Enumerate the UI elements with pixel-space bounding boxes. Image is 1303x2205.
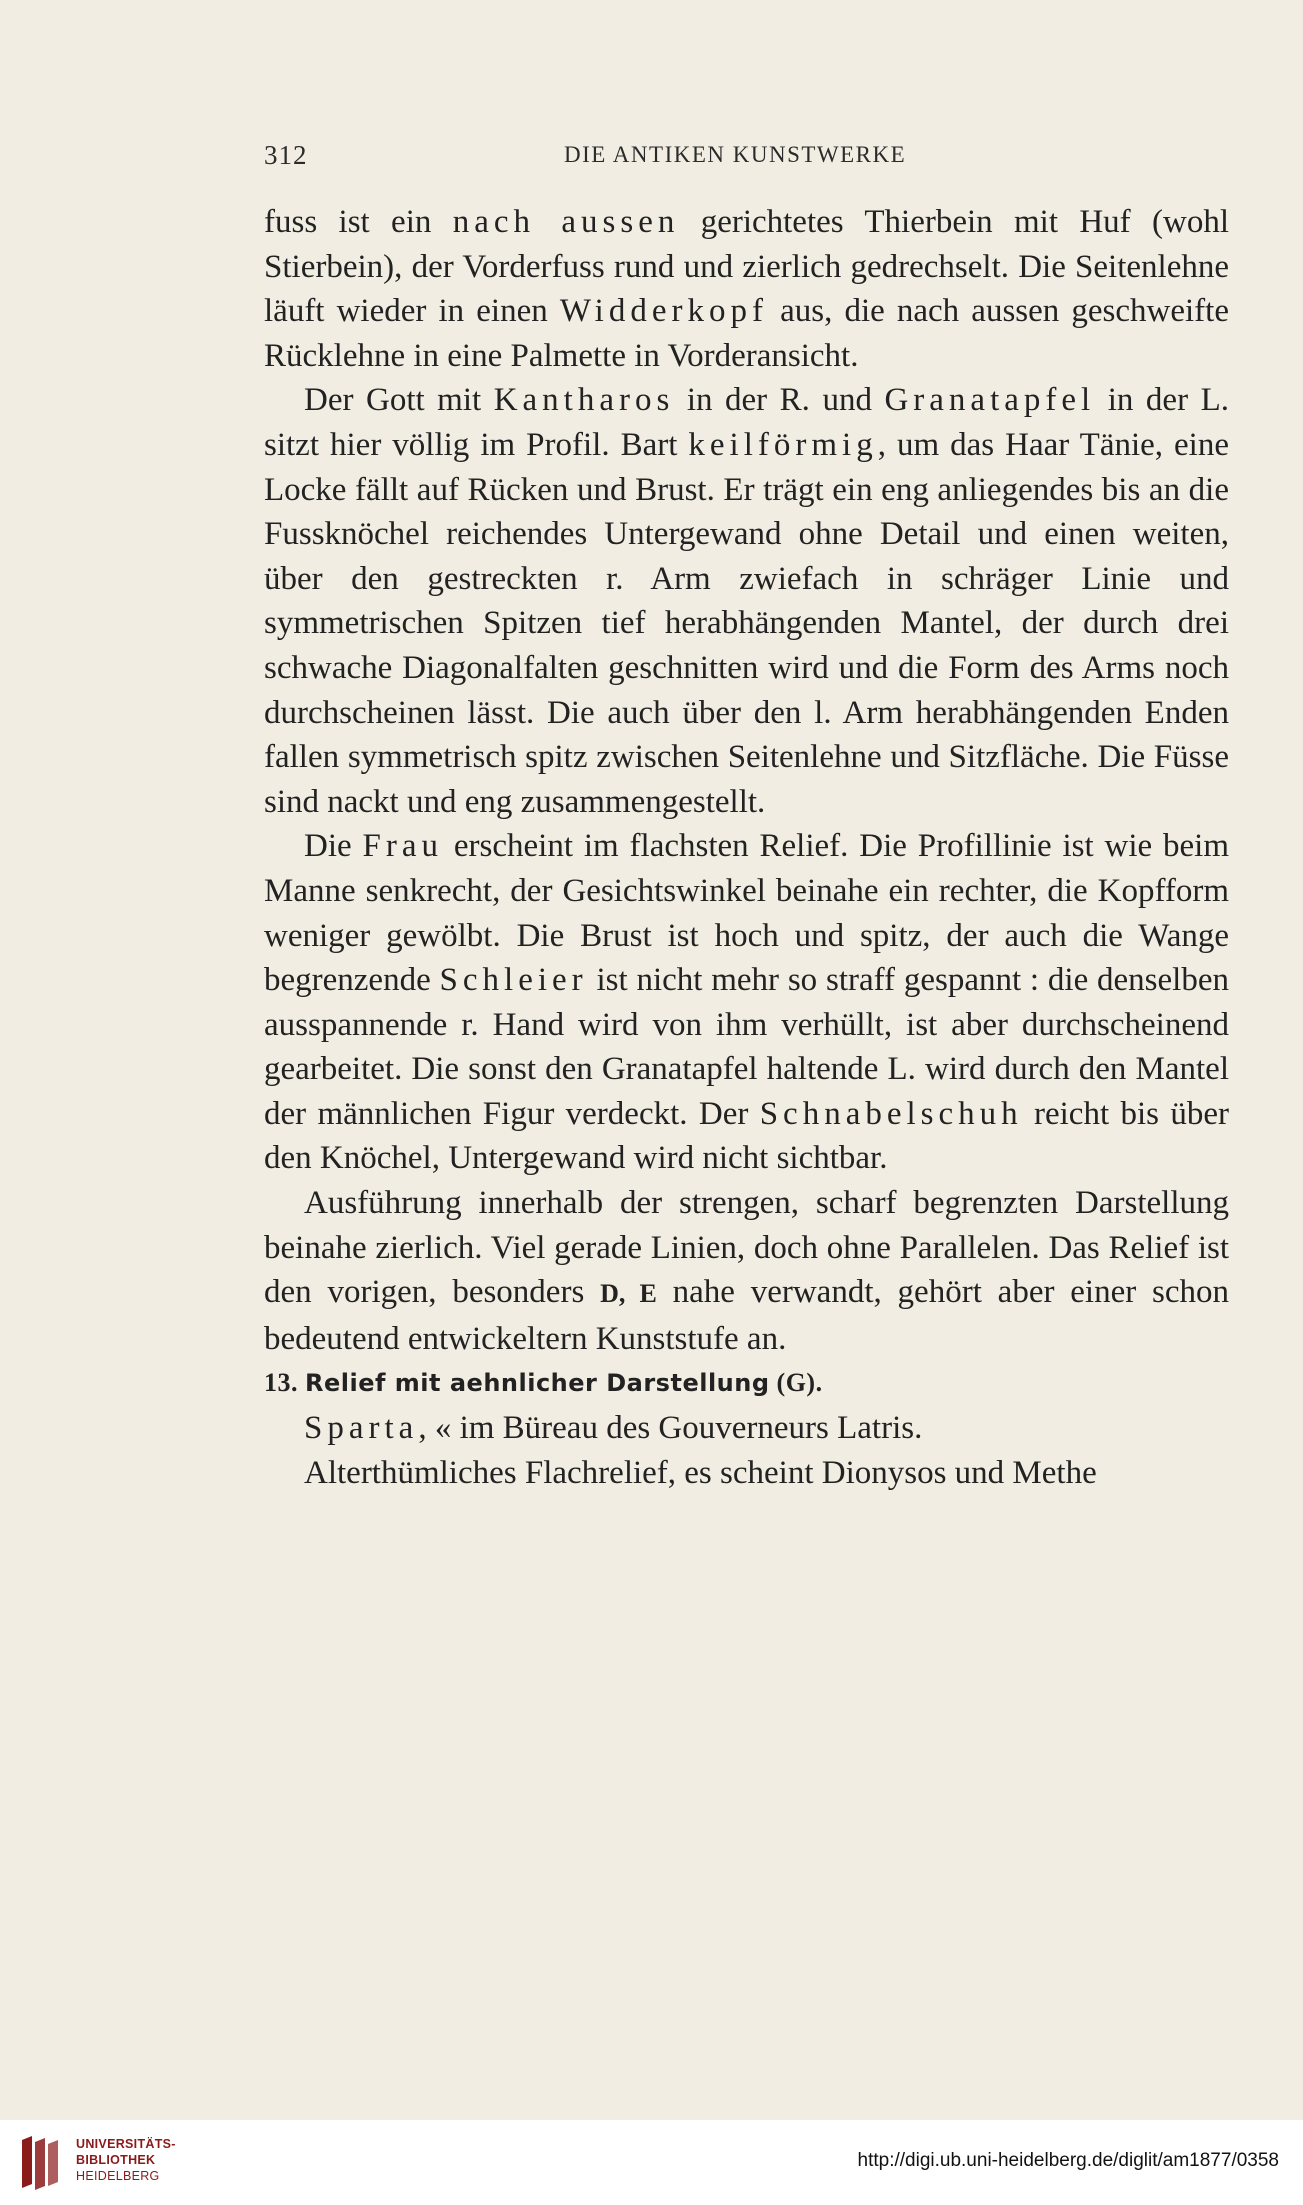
section-title: Relief mit aehnlicher Darstellung <box>305 1369 770 1398</box>
body-text <box>264 200 1229 1495</box>
text-run: Die <box>304 828 363 865</box>
running-head: DIE ANTIKEN KUNSTWERKE <box>564 142 907 167</box>
text-run: erscheint im flachsten Relief. Die Profillinie ist wie beim Manne senkrecht, der Gesichtswinkel beinahe ein rechter, die Kopfform weniger gewölbt. Die Brust ist hoch und spitz, der auch die Wange begrenzende <box>264 828 1229 999</box>
paragraph-2 <box>264 378 1229 824</box>
paragraph-6 <box>264 1451 1229 1496</box>
text-run: nahe verwandt, gehört aber einer schon bedeutend entwickeltern Kunststufe an. <box>264 1274 1230 1357</box>
text-run: reicht bis über den Knöchel, Untergewand wird nicht sichtbar. <box>264 1095 1229 1177</box>
spaced-text: Kantharos <box>493 382 675 419</box>
university-logo-icon <box>18 2134 62 2190</box>
spaced-text: keilförmig <box>688 426 878 463</box>
small-caps-text: D, E <box>600 1279 657 1309</box>
text-run: Der Gott mit <box>304 382 494 419</box>
text-run: gerichtetes Thierbein mit Huf (wohl Stierbein), der Vorderfuss rund und zierlich gedrechselt. Die Seitenlehne läuft wieder in einen <box>264 204 1230 330</box>
text-run: Alterthümliches Flachrelief, es scheint Dionysos und Methe <box>304 1454 1097 1491</box>
text-run: in der L. sitzt hier völlig im Profil. Bart <box>264 382 1229 463</box>
library-logo-text <box>76 2136 176 2184</box>
page-header <box>264 140 1229 180</box>
section-number: 13. <box>264 1368 298 1398</box>
text-run: aus, die nach aussen geschweifte Rücklehne in eine Palmette in Vorderansicht. <box>264 293 1229 374</box>
text-run: , um das Haar Tänie, eine Locke fällt auf Rücken und Brust. Er trägt ein eng anliegendes bis an die Fussknöchel reichendes Untergewand ohne Detail und einen weiten, über den gestreckten r. Arm zwiefach in schräger Linie und symmetrischen Spitzen tief herabhängenden Mantel, der durch drei schwache Diagonalfalten geschnitten wird und die Form des Arms noch durchscheinen lässt. Die auch über den l. Arm herabhängenden Enden fallen symmetrisch spitz zwischen Seitenlehne und Sitzfläche. Die Füsse sind nackt und eng zusammengestellt. <box>264 426 1229 820</box>
text-run: , « im Büreau des Gouverneurs Latris. <box>418 1410 923 1447</box>
spaced-text: Granatapfel <box>884 382 1096 419</box>
text-run: Ausführung innerhalb der strengen, scharf begrenzten Darstellung beinahe zierlich. Viel gerade Linien, doch ohne Parallelen. Das Relief ist den vorigen, besonders <box>264 1185 1229 1311</box>
spaced-text: Widderkopf <box>559 293 768 330</box>
logo-line: BIBLIOTHEK <box>76 2153 156 2167</box>
paragraph-5 <box>264 1406 1229 1451</box>
source-url-link[interactable]: http://digi.ub.uni-heidelberg.de/diglit/am1877/0358 <box>857 2150 1279 2171</box>
paragraph-1 <box>264 200 1229 378</box>
footer <box>0 2120 1303 2205</box>
logo-line: UNIVERSITÄTS- <box>76 2137 176 2151</box>
spaced-text: Sparta <box>304 1410 419 1447</box>
page-number: 312 <box>264 140 308 170</box>
spaced-text: Schnabelschuh <box>759 1095 1023 1132</box>
text-run: ist nicht mehr so straff gespannt : die denselben ausspannende r. Hand wird von ihm verhüllt, ist aber durchscheinend gearbeitet. Die sonst den Granatapfel haltende L. wird durch den Mantel der männlichen Figur verdeckt. Der <box>264 962 1229 1132</box>
spaced-text: Frau <box>362 828 444 865</box>
spaced-text: nach aussen <box>452 204 680 240</box>
spaced-text: Schleier <box>439 962 588 999</box>
section-heading <box>264 1361 1229 1406</box>
logo-line: HEIDELBERG <box>76 2169 160 2183</box>
paragraph-3 <box>264 824 1229 1181</box>
paragraph-4 <box>264 1181 1229 1361</box>
text-run: in der R. und <box>674 382 885 419</box>
text-run: fuss ist ein <box>264 204 453 240</box>
section-suffix: (G). <box>776 1368 823 1398</box>
